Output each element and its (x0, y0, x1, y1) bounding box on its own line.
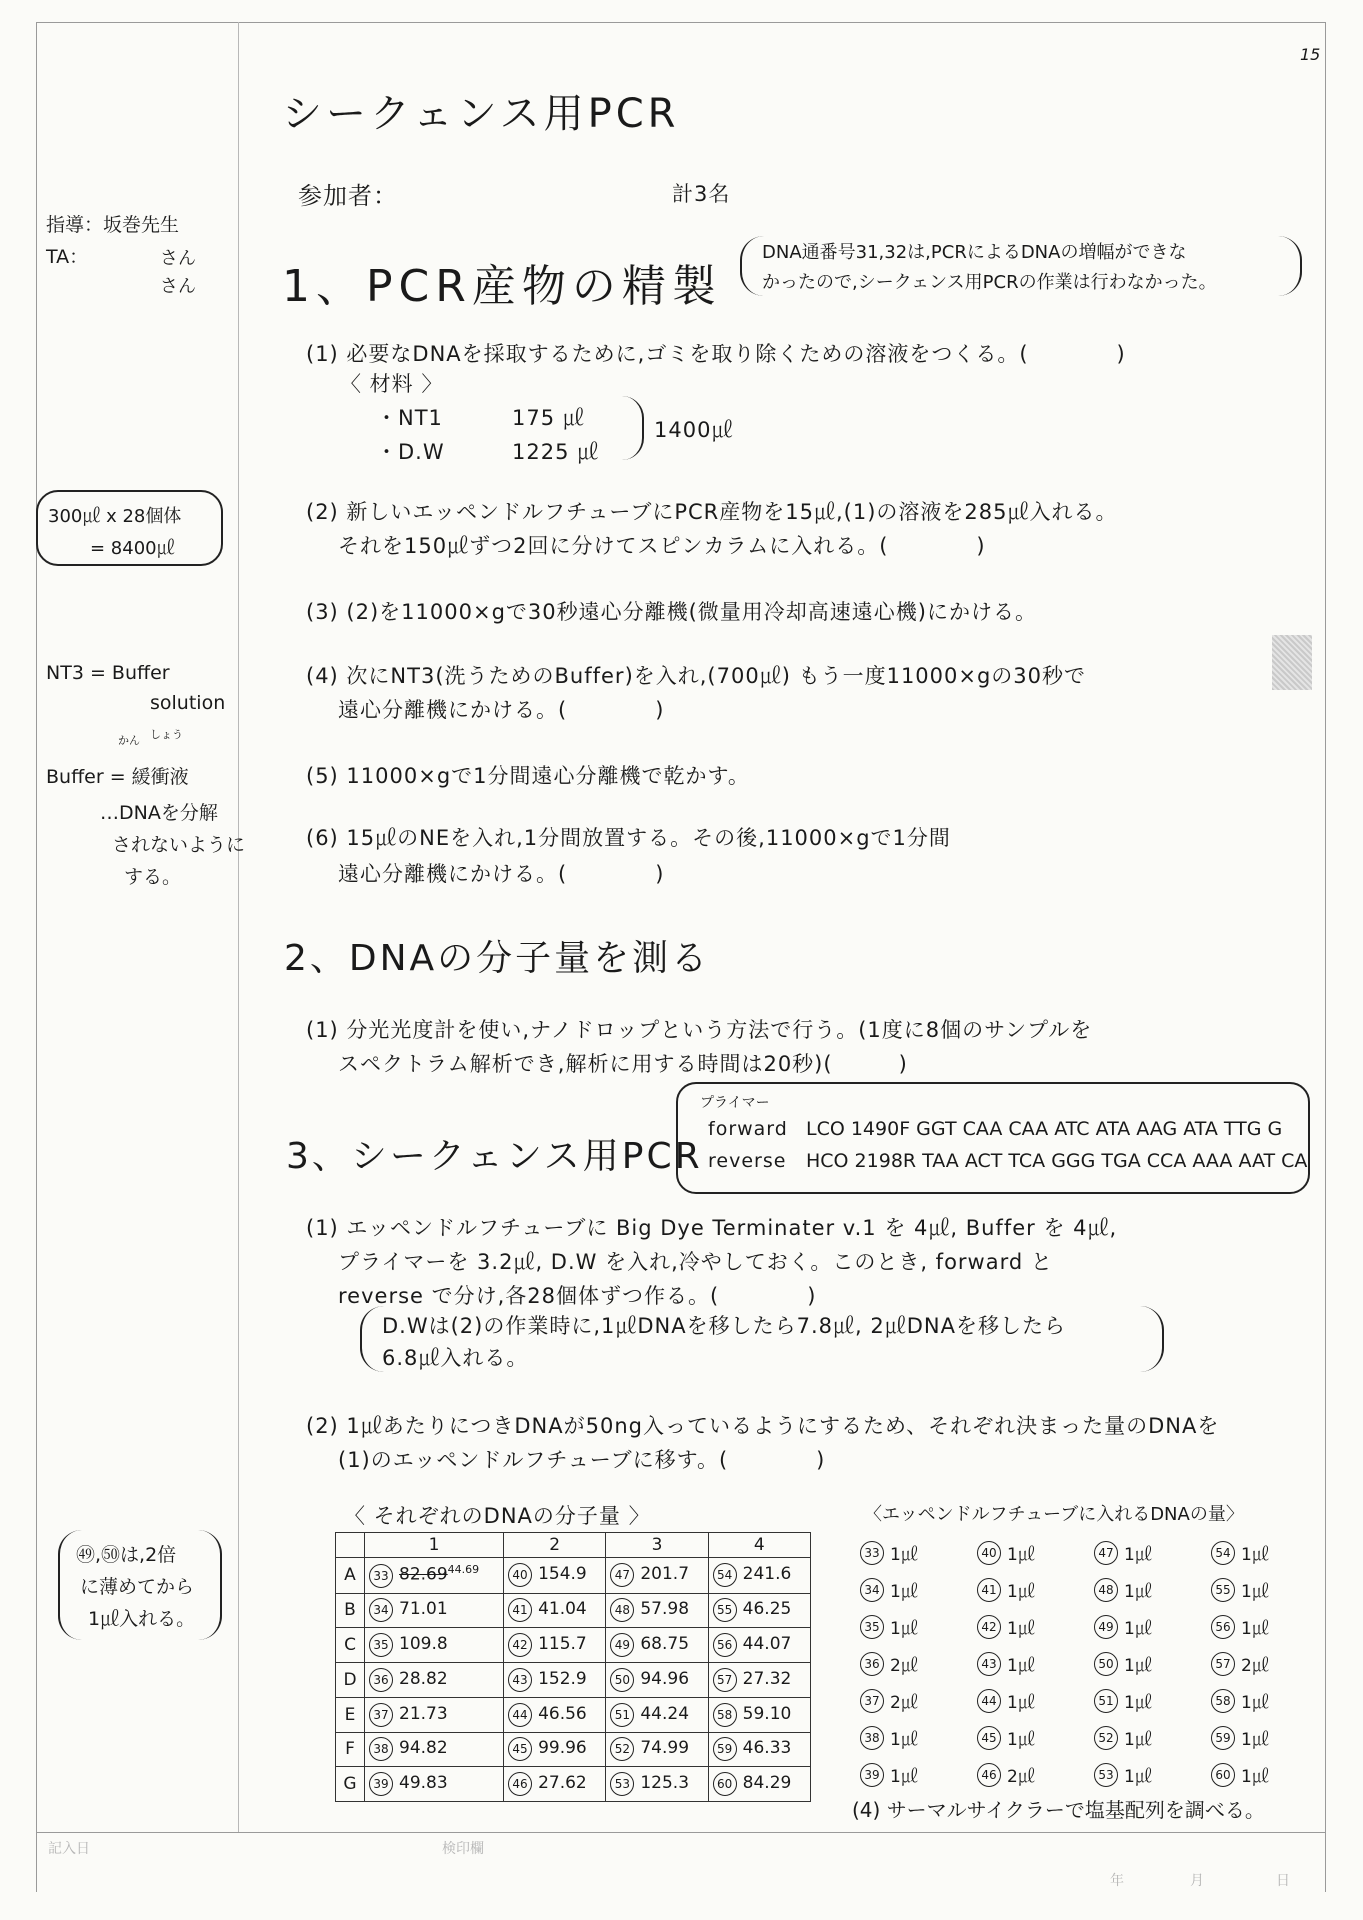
participants-label: 参加者： (298, 182, 398, 210)
mw-cell (504, 1697, 606, 1732)
sample-number-badge: 46 (977, 1763, 1001, 1787)
sample-number-badge: 51 (610, 1703, 634, 1727)
mw-row-label: A (336, 1558, 365, 1594)
vol-cell (977, 1540, 1094, 1565)
vol-cell (977, 1725, 1094, 1750)
vol-cell (977, 1614, 1094, 1639)
footer-month: 月 (1190, 1873, 1204, 1889)
vol-cell (1094, 1725, 1211, 1750)
mw-cell (365, 1628, 504, 1663)
sample-number-badge: 40 (508, 1563, 532, 1587)
mw-cell (606, 1558, 708, 1594)
s1-step6-line-1: (6) 15㎕のNEを入れ,1分間放置する。その後,11000×gで1分間 (306, 826, 951, 850)
mw-table-row (336, 1558, 811, 1594)
mw-cell (606, 1697, 708, 1732)
sample-number-badge: 50 (610, 1668, 634, 1692)
mw-cell (708, 1558, 810, 1594)
mw-table-row (336, 1663, 811, 1698)
dw-note-line-1: D.Wは(2)の作業時に,1㎕DNAを移したら7.8㎕, 2㎕DNAを移したら (382, 1314, 1066, 1338)
vol-cell (1211, 1762, 1328, 1787)
mw-value: 59.10 (742, 1703, 792, 1724)
note-49-line-2: に薄めてから (80, 1576, 195, 1598)
mw-header-row (336, 1533, 811, 1558)
s1-step3: (3) (2)を11000×gで30秒遠心分離機(微量用冷却高速遠心機)にかける。 (306, 600, 1038, 624)
sample-number-badge: 35 (369, 1633, 393, 1657)
mw-row-label: F (336, 1732, 365, 1767)
mw-value: 57.98 (640, 1599, 690, 1620)
vol-cell (1094, 1614, 1211, 1639)
mw-cell (504, 1767, 606, 1802)
mw-row-label: E (336, 1697, 365, 1732)
mw-cell (606, 1628, 708, 1663)
sample-number-badge: 36 (860, 1652, 884, 1676)
vol-cell (860, 1725, 977, 1750)
mw-cell (365, 1697, 504, 1732)
vol-value: 1㎕ (1241, 1545, 1269, 1565)
sample-number-badge: 34 (369, 1598, 393, 1622)
vol-row (860, 1534, 1330, 1571)
mw-value: 201.7 (640, 1564, 690, 1585)
mat2-vol: 1225 ㎕ (512, 440, 600, 464)
reverse-seq: HCO 2198R TAA ACT TCA GGG TGA CCA AAA AAT CA (806, 1150, 1308, 1172)
s1-step6-line-2: 遠心分離機にかける。( ) (338, 862, 665, 886)
mw-cell (708, 1767, 810, 1802)
sample-number-badge: 56 (1211, 1615, 1235, 1639)
mw-cell (606, 1767, 708, 1802)
mat-total: 1400㎕ (654, 418, 734, 442)
primer-label: プライマー (700, 1095, 770, 1111)
mw-value: 49.83 (399, 1773, 448, 1794)
calc-line-1: 300㎕ x 28個体 (48, 506, 182, 527)
vol-value: 1㎕ (1124, 1693, 1152, 1713)
mw-row-label: G (336, 1767, 365, 1802)
vol-value: 1㎕ (890, 1619, 918, 1639)
mw-header-cell: 4 (708, 1533, 810, 1558)
vol-cell (1094, 1651, 1211, 1676)
vol-cell (1094, 1762, 1211, 1787)
mw-value: 154.9 (538, 1564, 587, 1585)
page-title: シークェンス用PCR (282, 91, 680, 137)
mw-value: 94.82 (399, 1738, 448, 1759)
sample-number-badge: 33 (860, 1541, 884, 1565)
sample-number-badge: 36 (369, 1668, 393, 1692)
mw-cell (606, 1663, 708, 1698)
mw-header-cell (336, 1533, 365, 1558)
mw-value: 74.99 (640, 1738, 690, 1759)
sidebar-divider (238, 22, 239, 1832)
sample-number-badge: 48 (1094, 1578, 1118, 1602)
vol-value: 1㎕ (1007, 1582, 1035, 1602)
vol-value: 1㎕ (1007, 1730, 1035, 1750)
mw-value: 94.96 (640, 1668, 690, 1689)
vol-cell (977, 1762, 1094, 1787)
mat1-name: ・NT1 (376, 406, 443, 430)
mw-cell (504, 1593, 606, 1628)
vol-cell (1211, 1651, 1328, 1676)
materials-label: 〈 材料 〉 (340, 372, 444, 396)
vol-cell (1211, 1614, 1328, 1639)
footer-divider (36, 1832, 1326, 1833)
sample-number-badge: 60 (713, 1772, 737, 1796)
mw-value: 28.82 (399, 1668, 448, 1689)
mat1-vol: 175 ㎕ (512, 406, 585, 430)
vol-cell (1211, 1688, 1328, 1713)
section2-heading: 2、DNAの分子量を測る (284, 938, 711, 979)
vol-value: 1㎕ (1241, 1619, 1269, 1639)
mw-cell (708, 1593, 810, 1628)
buffer-line-4: する。 (124, 866, 182, 888)
sample-number-badge: 37 (860, 1689, 884, 1713)
ta-san-2: さん (160, 276, 196, 297)
mw-value: 46.25 (742, 1599, 792, 1620)
vol-row (860, 1571, 1330, 1608)
mw-cell (504, 1628, 606, 1663)
mw-value: 46.33 (742, 1738, 792, 1759)
vol-value: 1㎕ (890, 1582, 918, 1602)
sample-number-badge: 57 (1211, 1652, 1235, 1676)
mw-value-correction: 44.69 (447, 1562, 480, 1576)
sample-number-badge: 54 (1211, 1541, 1235, 1565)
forward-label: forward (708, 1118, 788, 1140)
sample-number-badge: 42 (508, 1633, 532, 1657)
sample-number-badge: 47 (610, 1563, 634, 1587)
mw-cell (708, 1732, 810, 1767)
mw-table-row (336, 1767, 811, 1802)
ta-san-1: さん (160, 248, 196, 269)
vol-value: 1㎕ (890, 1545, 918, 1565)
vol-cell (1094, 1688, 1211, 1713)
vol-cell (977, 1688, 1094, 1713)
sample-number-badge: 49 (1094, 1615, 1118, 1639)
vol-value: 1㎕ (890, 1767, 918, 1787)
mw-value: 41.04 (538, 1599, 587, 1620)
mw-cell (365, 1767, 504, 1802)
footer-date-label: 記入日 (48, 1841, 90, 1857)
vol-cell (860, 1577, 977, 1602)
s3-step1-line-1: (1) エッペンドルフチューブに Big Dye Terminater v.1 を 4㎕, Buffer を 4㎕, (306, 1216, 1118, 1240)
sample-number-badge: 37 (369, 1703, 393, 1727)
supervisor: 指導：坂巻先生 (46, 214, 180, 236)
sample-number-badge: 42 (977, 1615, 1001, 1639)
ruby-shou: しょう (150, 728, 183, 741)
vol-cell (1211, 1577, 1328, 1602)
sample-number-badge: 51 (1094, 1689, 1118, 1713)
vol-value: 1㎕ (890, 1730, 918, 1750)
mw-cell (504, 1732, 606, 1767)
vol-value: 2㎕ (890, 1693, 918, 1713)
sample-number-badge: 59 (1211, 1726, 1235, 1750)
page-number: 15 (1300, 45, 1321, 64)
mw-cell (606, 1732, 708, 1767)
vol-value: 2㎕ (1241, 1656, 1269, 1676)
footer-year: 年 (1110, 1873, 1124, 1889)
ruby-kan: かん (118, 734, 140, 747)
sample-number-badge: 39 (369, 1772, 393, 1796)
mw-table-caption: 〈 それぞれのDNAの分子量 〉 (344, 1504, 651, 1528)
nt3-line-2: solution (150, 692, 226, 714)
section3-heading: 3、シークェンス用PCR (286, 1136, 703, 1177)
section1-note-line-1: DNA通番号31,32は,PCRによるDNAの増幅ができな (762, 242, 1187, 263)
vol-value: 1㎕ (1007, 1545, 1035, 1565)
s3-step2-line-2: (1)のエッペンドルフチューブに移す。( ) (338, 1448, 826, 1472)
vol-table-caption: 〈エッペンドルフチューブに入れるDNAの量〉 (864, 1504, 1244, 1525)
s3-step1-line-3: reverse で分け,各28個体ずつ作る。( ) (338, 1284, 817, 1308)
participants-total: 計3名 (672, 182, 731, 206)
vol-value: 1㎕ (1241, 1693, 1269, 1713)
mw-header-cell: 3 (606, 1533, 708, 1558)
sample-number-badge: 58 (1211, 1689, 1235, 1713)
mw-value: 71.01 (399, 1599, 448, 1620)
mw-value: 84.29 (742, 1773, 792, 1794)
vol-value: 1㎕ (1241, 1730, 1269, 1750)
sample-number-badge: 45 (508, 1737, 532, 1761)
s2-step1-line-2: スペクトラム解析でき,解析に用する時間は20秒)( ) (338, 1052, 908, 1076)
mw-value: 241.6 (742, 1564, 792, 1585)
mw-cell (365, 1732, 504, 1767)
vol-row (860, 1645, 1330, 1682)
calc-line-2: = 8400㎕ (90, 538, 175, 559)
mw-cell (365, 1593, 504, 1628)
mw-value: 68.75 (640, 1634, 690, 1655)
vol-value: 2㎕ (890, 1656, 918, 1676)
mw-cell (606, 1593, 708, 1628)
vol-cell (1211, 1540, 1328, 1565)
mw-cell (708, 1697, 810, 1732)
vol-row (860, 1682, 1330, 1719)
sample-number-badge: 50 (1094, 1652, 1118, 1676)
mw-table-row (336, 1697, 811, 1732)
s3-step2-line-1: (2) 1㎕あたりにつきDNAが50ng入っているようにするため、それぞれ決まった量のDNAを (306, 1414, 1220, 1438)
vol-value: 1㎕ (1241, 1767, 1269, 1787)
dw-note-line-2: 6.8㎕入れる。 (382, 1346, 529, 1370)
vol-table (860, 1534, 1330, 1793)
sample-number-badge: 46 (508, 1772, 532, 1796)
vol-value: 1㎕ (1124, 1582, 1152, 1602)
vol-value: 1㎕ (1124, 1545, 1152, 1565)
s1-step4-line-2: 遠心分離機にかける。( ) (338, 698, 665, 722)
mw-cell (708, 1663, 810, 1698)
s1-step5: (5) 11000×gで1分間遠心分離機で乾かす。 (306, 764, 750, 788)
sample-number-badge: 43 (508, 1668, 532, 1692)
vol-cell (977, 1651, 1094, 1676)
note-49-line-3: 1㎕入れる。 (88, 1608, 196, 1630)
mw-header-cell: 1 (365, 1533, 504, 1558)
vol-cell (1094, 1540, 1211, 1565)
vol-value: 1㎕ (1124, 1730, 1152, 1750)
vol-value: 2㎕ (1007, 1767, 1035, 1787)
s1-step2-line-2: それを150㎕ずつ2回に分けてスピンカラムに入れる。( ) (338, 534, 986, 558)
note-49-line-1: ㊾,㊿は,2倍 (76, 1544, 177, 1566)
sample-number-badge: 43 (977, 1652, 1001, 1676)
vol-cell (860, 1688, 977, 1713)
vol-value: 1㎕ (1124, 1656, 1152, 1676)
s1-step1: (1) 必要なDNAを採取するために,ゴミを取り除くための溶液をつくる。( ) (306, 342, 1126, 366)
mw-row-label: D (336, 1663, 365, 1698)
mw-cell (365, 1558, 504, 1594)
sample-number-badge: 48 (610, 1598, 634, 1622)
vol-cell (860, 1614, 977, 1639)
mw-row-label: C (336, 1628, 365, 1663)
sample-number-badge: 44 (977, 1689, 1001, 1713)
page-border-top (36, 22, 1326, 23)
mw-cell (504, 1663, 606, 1698)
sample-number-badge: 41 (977, 1578, 1001, 1602)
mw-value: 99.96 (538, 1738, 587, 1759)
ta-label: TA： (46, 246, 89, 268)
s2-step1-line-1: (1) 分光光度計を使い,ナノドロップという方法で行う。(1度に8個のサンプルを (306, 1018, 1093, 1042)
mw-table-row (336, 1593, 811, 1628)
sample-number-badge: 47 (1094, 1541, 1118, 1565)
sample-number-badge: 54 (713, 1563, 737, 1587)
buffer-line-2: …DNAを分解 (100, 802, 218, 824)
vol-row (860, 1608, 1330, 1645)
mw-value: 152.9 (538, 1668, 587, 1689)
vol-cell (860, 1762, 977, 1787)
vol-cell (1211, 1725, 1328, 1750)
mw-value: 115.7 (538, 1634, 587, 1655)
mw-header-cell: 2 (504, 1533, 606, 1558)
vol-value: 1㎕ (1124, 1767, 1152, 1787)
vol-row (860, 1719, 1330, 1756)
sample-number-badge: 53 (610, 1772, 634, 1796)
sample-number-badge: 57 (713, 1668, 737, 1692)
mw-table (335, 1532, 811, 1802)
reverse-label: reverse (708, 1150, 787, 1172)
vol-cell (860, 1651, 977, 1676)
sample-number-badge: 56 (713, 1633, 737, 1657)
s1-step2-line-1: (2) 新しいエッペンドルフチューブにPCR産物を15㎕,(1)の溶液を285㎕入れる。 (306, 500, 1118, 524)
section1-note-line-2: かったので,シークェンス用PCRの作業は行わなかった。 (762, 272, 1217, 293)
vol-value: 1㎕ (1241, 1582, 1269, 1602)
mw-cell (504, 1558, 606, 1594)
sample-number-badge: 52 (1094, 1726, 1118, 1750)
mat-brace (622, 396, 644, 460)
sample-number-badge: 53 (1094, 1763, 1118, 1787)
sample-number-badge: 41 (508, 1598, 532, 1622)
vol-value: 1㎕ (1007, 1656, 1035, 1676)
mw-table-row (336, 1732, 811, 1767)
vol-cell (1094, 1577, 1211, 1602)
sample-number-badge: 33 (369, 1564, 393, 1588)
vol-value: 1㎕ (1007, 1619, 1035, 1639)
s3-step4: (4) サーマルサイクラーで塩基配列を調べる。 (852, 1798, 1265, 1822)
section1-heading: 1、PCR産物の精製 (282, 261, 722, 312)
mw-table-row (336, 1628, 811, 1663)
sample-number-badge: 34 (860, 1578, 884, 1602)
sample-number-badge: 58 (713, 1703, 737, 1727)
page-border-left (36, 22, 37, 1892)
sample-number-badge: 55 (713, 1598, 737, 1622)
vol-value: 1㎕ (1124, 1619, 1152, 1639)
mw-cell (708, 1628, 810, 1663)
sample-number-badge: 38 (860, 1726, 884, 1750)
footer-stamp-label: 検印欄 (442, 1841, 484, 1857)
mw-value: 125.3 (640, 1773, 690, 1794)
mw-value: 82.69 (399, 1564, 448, 1585)
scan-artifact (1272, 635, 1312, 690)
sample-number-badge: 60 (1211, 1763, 1235, 1787)
mw-value: 27.32 (742, 1668, 792, 1689)
mw-value: 21.73 (399, 1703, 448, 1724)
mw-value: 109.8 (399, 1634, 448, 1655)
mw-value: 44.24 (640, 1703, 690, 1724)
sample-number-badge: 39 (860, 1763, 884, 1787)
s1-step4-line-1: (4) 次にNT3(洗うためのBuffer)を入れ,(700㎕) もう一度11000×gの30秒で (306, 664, 1087, 688)
buffer-line-3: されないように (112, 834, 246, 856)
nt3-line-1: NT3 = Buffer (46, 662, 170, 684)
vol-cell (860, 1540, 977, 1565)
mat2-name: ・D.W (376, 440, 445, 464)
vol-row (860, 1756, 1330, 1793)
mw-value: 46.56 (538, 1703, 587, 1724)
sample-number-badge: 35 (860, 1615, 884, 1639)
mw-cell (365, 1663, 504, 1698)
sample-number-badge: 49 (610, 1633, 634, 1657)
vol-value: 1㎕ (1007, 1693, 1035, 1713)
sample-number-badge: 52 (610, 1737, 634, 1761)
sample-number-badge: 44 (508, 1703, 532, 1727)
s3-step1-line-2: プライマーを 3.2㎕, D.W を入れ,冷やしておく。このとき, forward と (338, 1250, 1053, 1274)
mw-value: 27.62 (538, 1773, 587, 1794)
mw-row-label: B (336, 1593, 365, 1628)
footer-day: 日 (1276, 1873, 1290, 1889)
sample-number-badge: 40 (977, 1541, 1001, 1565)
buffer-line-1: Buffer = 緩衝液 (46, 766, 189, 788)
sample-number-badge: 45 (977, 1726, 1001, 1750)
mw-value: 44.07 (742, 1634, 792, 1655)
sample-number-badge: 55 (1211, 1578, 1235, 1602)
forward-seq: LCO 1490F GGT CAA CAA ATC ATA AAG ATA TTG G (806, 1118, 1283, 1140)
vol-cell (977, 1577, 1094, 1602)
sample-number-badge: 59 (713, 1737, 737, 1761)
sample-number-badge: 38 (369, 1737, 393, 1761)
